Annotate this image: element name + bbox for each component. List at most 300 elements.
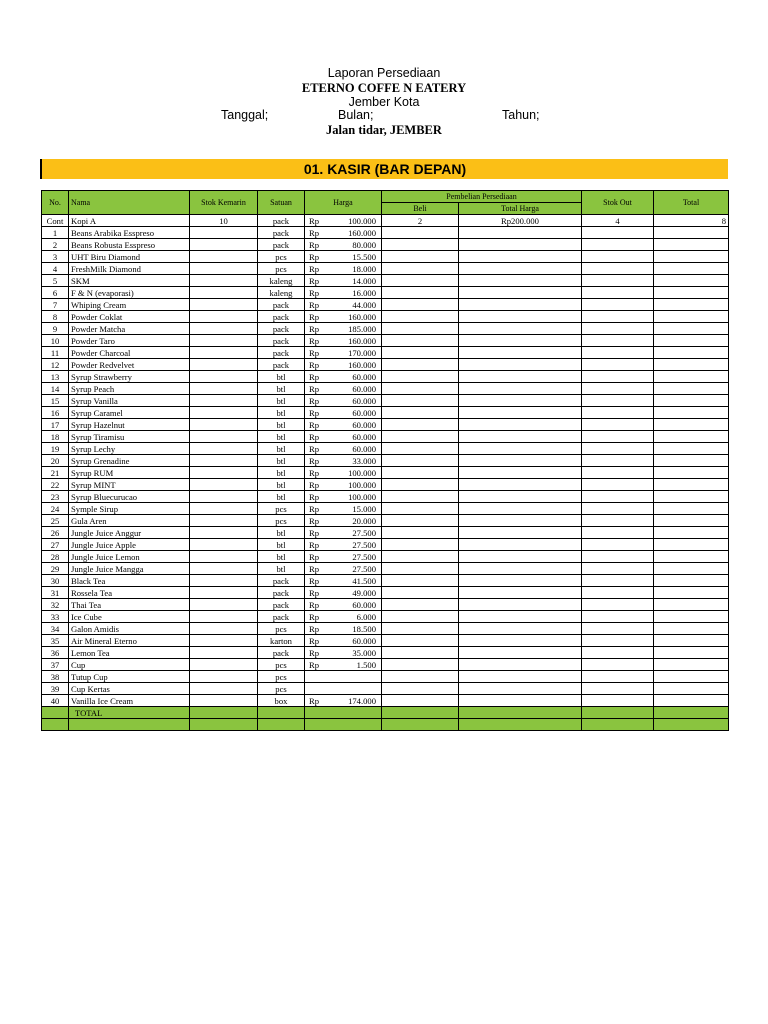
cell-nama: Syrup Hazelnut [69, 419, 190, 431]
cell-stok-out [582, 503, 654, 515]
cell-total-harga [459, 395, 582, 407]
cell-nama: Galon Amidis [69, 623, 190, 635]
cell-rp: Rp [305, 539, 325, 551]
cell-total-harga [459, 623, 582, 635]
header-no: No. [42, 191, 69, 215]
cell-rp: Rp [305, 419, 325, 431]
cell-total [654, 275, 729, 287]
cell-stok-out [582, 359, 654, 371]
cell-stok-kemarin [190, 395, 258, 407]
cell-nama: Beans Robusta Esspreso [69, 239, 190, 251]
cell-nama: Ice Cube [69, 611, 190, 623]
cell-beli [382, 551, 459, 563]
cell-no: 10 [42, 335, 69, 347]
cell-harga: 100.000 [325, 491, 382, 503]
cell-nama: SKM [69, 275, 190, 287]
date-label: Tanggal; [221, 108, 269, 122]
cell-beli [382, 395, 459, 407]
cell-harga: 60.000 [325, 635, 382, 647]
cell-total [654, 287, 729, 299]
cell-beli [382, 323, 459, 335]
cell-total-harga [459, 695, 582, 707]
cell-nama: Syrup Tiramisu [69, 431, 190, 443]
cell-no: 22 [42, 479, 69, 491]
cell-rp: Rp [305, 599, 325, 611]
table-row [42, 323, 729, 335]
cell-no: 25 [42, 515, 69, 527]
cell-stok-kemarin [190, 431, 258, 443]
cell-rp: Rp [305, 695, 325, 707]
cell-no: 20 [42, 455, 69, 467]
table-row [42, 395, 729, 407]
cell-total [654, 419, 729, 431]
cell-nama: Kopi A [69, 215, 190, 227]
cell-satuan: btl [258, 431, 305, 443]
cell-stok-kemarin [190, 383, 258, 395]
table-row [42, 695, 729, 707]
table-row [42, 287, 729, 299]
cell-satuan: pack [258, 599, 305, 611]
cell-rp: Rp [305, 575, 325, 587]
cell-total-harga [459, 551, 582, 563]
cell-stok-out [582, 251, 654, 263]
cell-stok-out [582, 515, 654, 527]
cell-harga: 60.000 [325, 371, 382, 383]
cell-harga: 80.000 [325, 239, 382, 251]
cell-stok-kemarin: 10 [190, 215, 258, 227]
cell-stok-out [582, 371, 654, 383]
cell-satuan: pack [258, 347, 305, 359]
cell-beli [382, 455, 459, 467]
table-row [42, 431, 729, 443]
cell-stok-out [582, 695, 654, 707]
table-row [42, 311, 729, 323]
cell-rp [305, 683, 325, 695]
cell-rp: Rp [305, 431, 325, 443]
cell-beli [382, 443, 459, 455]
cell-no: 27 [42, 539, 69, 551]
cell-total-harga [459, 599, 582, 611]
cell-harga: 33.000 [325, 455, 382, 467]
table-row [42, 503, 729, 515]
cell-beli [382, 263, 459, 275]
cell-rp: Rp [305, 299, 325, 311]
cell-no: 3 [42, 251, 69, 263]
cell-nama: Whiping Cream [69, 299, 190, 311]
cell-no: 31 [42, 587, 69, 599]
cell-no: 29 [42, 563, 69, 575]
cell-satuan: pcs [258, 503, 305, 515]
cell-stok-kemarin [190, 563, 258, 575]
cell-stok-kemarin [190, 347, 258, 359]
cell-beli [382, 635, 459, 647]
cell-no: 7 [42, 299, 69, 311]
cell-stok-out [582, 623, 654, 635]
cell-total [654, 671, 729, 683]
cell-total [654, 503, 729, 515]
cell-satuan: btl [258, 443, 305, 455]
cell-total: 8 [654, 215, 729, 227]
cell-harga: 60.000 [325, 431, 382, 443]
cell-no: 16 [42, 407, 69, 419]
cell-satuan: pcs [258, 659, 305, 671]
table-row [42, 467, 729, 479]
cell-no: 17 [42, 419, 69, 431]
table-row [42, 587, 729, 599]
cell-nama: Syrup Peach [69, 383, 190, 395]
cell-total-harga: Rp200.000 [459, 215, 582, 227]
cell-stok-kemarin [190, 635, 258, 647]
cell-satuan: pack [258, 311, 305, 323]
cell-beli [382, 611, 459, 623]
cell-total [654, 659, 729, 671]
cell-satuan: pack [258, 239, 305, 251]
table-row [42, 671, 729, 683]
cell-no: 35 [42, 635, 69, 647]
cell-nama: Cup Kertas [69, 683, 190, 695]
cell-rp: Rp [305, 623, 325, 635]
cell-total [654, 299, 729, 311]
year-label: Tahun; [502, 108, 540, 122]
cell-satuan: karton [258, 635, 305, 647]
cell-satuan: btl [258, 419, 305, 431]
cell-beli [382, 623, 459, 635]
table-row [42, 491, 729, 503]
city-name: Jember Kota [348, 95, 420, 109]
cell-total [654, 443, 729, 455]
cell-stok-kemarin [190, 623, 258, 635]
cell-satuan: btl [258, 539, 305, 551]
cell-rp: Rp [305, 455, 325, 467]
header-pembelian: Pembelian Persediaan [382, 191, 582, 203]
cell-stok-kemarin [190, 527, 258, 539]
cell-total [654, 647, 729, 659]
cell-nama: Jungle Juice Lemon [69, 551, 190, 563]
cell-no: 39 [42, 683, 69, 695]
cell-stok-kemarin [190, 335, 258, 347]
cell-stok-out [582, 647, 654, 659]
cell-rp: Rp [305, 635, 325, 647]
cell-stok-kemarin [190, 611, 258, 623]
cell-beli [382, 227, 459, 239]
cell-harga: 185.000 [325, 323, 382, 335]
cell-stok-kemarin [190, 239, 258, 251]
table-row [42, 359, 729, 371]
cell-satuan: pack [258, 227, 305, 239]
cell-no: 11 [42, 347, 69, 359]
cell-nama: Jungle Juice Apple [69, 539, 190, 551]
cell-harga: 41.500 [325, 575, 382, 587]
cell-rp: Rp [305, 335, 325, 347]
cell-harga: 160.000 [325, 227, 382, 239]
cell-harga: 14.000 [325, 275, 382, 287]
cell-nama: Syrup Vanilla [69, 395, 190, 407]
cell-rp: Rp [305, 359, 325, 371]
cell-nama: Beans Arabika Esspreso [69, 227, 190, 239]
cell-stok-kemarin [190, 683, 258, 695]
cell-total [654, 263, 729, 275]
cell-no: 18 [42, 431, 69, 443]
cell-stok-out [582, 335, 654, 347]
cell-stok-kemarin [190, 695, 258, 707]
cell-satuan: btl [258, 551, 305, 563]
table-row [42, 623, 729, 635]
company-name: ETERNO COFFE N EATERY [301, 81, 467, 95]
cell-total-harga [459, 503, 582, 515]
cell-rp: Rp [305, 275, 325, 287]
cell-no: 38 [42, 671, 69, 683]
cell-stok-out [582, 395, 654, 407]
cell-total-harga [459, 275, 582, 287]
cell-stok-out [582, 491, 654, 503]
cell-beli [382, 539, 459, 551]
cell-no: 1 [42, 227, 69, 239]
cell-stok-kemarin [190, 251, 258, 263]
cell-beli [382, 311, 459, 323]
cell-satuan: pack [258, 335, 305, 347]
cell-total [654, 431, 729, 443]
cell-no: 34 [42, 623, 69, 635]
cell-nama: Syrup MINT [69, 479, 190, 491]
cell-rp: Rp [305, 503, 325, 515]
cell-no: 19 [42, 443, 69, 455]
cell-nama: Syrup Grenadine [69, 455, 190, 467]
cell-no: 6 [42, 287, 69, 299]
cell-total-harga [459, 407, 582, 419]
cell-satuan: kaleng [258, 275, 305, 287]
cell-beli: 2 [382, 215, 459, 227]
cell-satuan: btl [258, 395, 305, 407]
cell-stok-kemarin [190, 647, 258, 659]
table-row [42, 647, 729, 659]
cell-satuan: btl [258, 371, 305, 383]
cell-beli [382, 287, 459, 299]
cell-total-harga [459, 359, 582, 371]
cell-nama: Black Tea [69, 575, 190, 587]
cell-total-harga [459, 443, 582, 455]
cell-no: 5 [42, 275, 69, 287]
header-harga: Harga [305, 191, 382, 215]
cell-harga [325, 671, 382, 683]
cell-harga: 60.000 [325, 407, 382, 419]
cell-no: 40 [42, 695, 69, 707]
cell-satuan: pack [258, 359, 305, 371]
cell-total-harga [459, 287, 582, 299]
cell-beli [382, 431, 459, 443]
cell-stok-out [582, 539, 654, 551]
cell-stok-out: 4 [582, 215, 654, 227]
table-row [42, 335, 729, 347]
cell-satuan: pack [258, 611, 305, 623]
cell-total-harga [459, 479, 582, 491]
cell-satuan: pcs [258, 251, 305, 263]
cell-stok-out [582, 275, 654, 287]
cell-total [654, 515, 729, 527]
cell-total [654, 575, 729, 587]
cell-stok-out [582, 467, 654, 479]
cell-total [654, 635, 729, 647]
cell-total-harga [459, 671, 582, 683]
cell-harga: 18.000 [325, 263, 382, 275]
cell-total-harga [459, 299, 582, 311]
cell-nama: Powder Taro [69, 335, 190, 347]
cell-stok-out [582, 227, 654, 239]
cell-rp: Rp [305, 311, 325, 323]
cell-stok-out [582, 683, 654, 695]
cell-stok-out [582, 587, 654, 599]
cell-beli [382, 659, 459, 671]
cell-total [654, 395, 729, 407]
cell-stok-kemarin [190, 419, 258, 431]
total-label: TOTAL [69, 707, 190, 719]
inventory-table [41, 190, 729, 731]
cell-harga: 160.000 [325, 311, 382, 323]
cell-rp: Rp [305, 647, 325, 659]
cell-total [654, 599, 729, 611]
header-nama: Nama [69, 191, 190, 215]
cell-satuan: pcs [258, 623, 305, 635]
table-row [42, 683, 729, 695]
table-row [42, 527, 729, 539]
cell-stok-kemarin [190, 311, 258, 323]
header-total: Total [654, 191, 729, 215]
cell-total-harga [459, 587, 582, 599]
cell-rp: Rp [305, 659, 325, 671]
cell-satuan: btl [258, 491, 305, 503]
cell-nama: Rossela Tea [69, 587, 190, 599]
cell-satuan: btl [258, 479, 305, 491]
cell-rp: Rp [305, 395, 325, 407]
address: Jalan tidar, JEMBER [326, 123, 442, 137]
header-total-harga: Total Harga [459, 203, 582, 215]
cell-rp: Rp [305, 227, 325, 239]
cell-stok-kemarin [190, 551, 258, 563]
cell-stok-out [582, 239, 654, 251]
cell-rp: Rp [305, 383, 325, 395]
cell-beli [382, 371, 459, 383]
cell-harga: 27.500 [325, 563, 382, 575]
cell-harga: 6.000 [325, 611, 382, 623]
cell-rp: Rp [305, 551, 325, 563]
cell-rp: Rp [305, 263, 325, 275]
cell-harga: 27.500 [325, 527, 382, 539]
table-row [42, 515, 729, 527]
cell-no: 14 [42, 383, 69, 395]
cell-beli [382, 491, 459, 503]
cell-total [654, 251, 729, 263]
cell-beli [382, 647, 459, 659]
cell-nama: FreshMilk Diamond [69, 263, 190, 275]
cell-stok-out [582, 671, 654, 683]
cell-nama: Syrup RUM [69, 467, 190, 479]
cell-harga: 100.000 [325, 215, 382, 227]
cell-stok-kemarin [190, 467, 258, 479]
cell-total [654, 527, 729, 539]
cell-harga: 60.000 [325, 395, 382, 407]
cell-satuan: kaleng [258, 287, 305, 299]
cell-rp: Rp [305, 407, 325, 419]
cell-beli [382, 575, 459, 587]
cell-harga: 60.000 [325, 383, 382, 395]
cell-nama: Jungle Juice Anggur [69, 527, 190, 539]
cell-nama: Syrup Caramel [69, 407, 190, 419]
cell-stok-out [582, 455, 654, 467]
table-row [42, 575, 729, 587]
cell-satuan: btl [258, 563, 305, 575]
cell-stok-out [582, 263, 654, 275]
cell-harga: 35.000 [325, 647, 382, 659]
cell-nama: Lemon Tea [69, 647, 190, 659]
cell-satuan: pcs [258, 683, 305, 695]
cell-total-harga [459, 371, 582, 383]
cell-stok-kemarin [190, 407, 258, 419]
cell-harga: 60.000 [325, 419, 382, 431]
cell-no: 13 [42, 371, 69, 383]
cell-satuan: btl [258, 455, 305, 467]
cell-total-harga [459, 659, 582, 671]
cell-satuan: btl [258, 527, 305, 539]
cell-rp: Rp [305, 563, 325, 575]
cell-rp: Rp [305, 287, 325, 299]
cell-stok-kemarin [190, 479, 258, 491]
table-row [42, 347, 729, 359]
cell-stok-out [582, 575, 654, 587]
cell-total [654, 539, 729, 551]
cell-stok-kemarin [190, 575, 258, 587]
header-stok-kemarin: Stok Kemarin [190, 191, 258, 215]
table-row [42, 371, 729, 383]
cell-total [654, 227, 729, 239]
cell-total [654, 683, 729, 695]
cell-stok-out [582, 527, 654, 539]
cell-stok-kemarin [190, 443, 258, 455]
cell-stok-kemarin [190, 299, 258, 311]
cell-stok-out [582, 419, 654, 431]
table-row [42, 611, 729, 623]
cell-stok-out [582, 299, 654, 311]
table-row [42, 239, 729, 251]
cell-total [654, 491, 729, 503]
cell-total [654, 623, 729, 635]
cell-stok-out [582, 443, 654, 455]
cell-stok-kemarin [190, 515, 258, 527]
header-beli: Beli [382, 203, 459, 215]
cell-stok-kemarin [190, 491, 258, 503]
table-body [42, 215, 729, 707]
cell-stok-out [582, 347, 654, 359]
total-row [42, 707, 729, 719]
header-stok-out: Stok Out [582, 191, 654, 215]
cell-nama: UHT Biru Diamond [69, 251, 190, 263]
cell-no: 23 [42, 491, 69, 503]
table-row [42, 419, 729, 431]
cell-satuan: pack [258, 587, 305, 599]
cell-nama: Symple Sirup [69, 503, 190, 515]
cell-no: 33 [42, 611, 69, 623]
cell-stok-out [582, 311, 654, 323]
cell-total [654, 239, 729, 251]
cell-total-harga [459, 647, 582, 659]
cell-beli [382, 467, 459, 479]
cell-total [654, 359, 729, 371]
cell-rp: Rp [305, 347, 325, 359]
cell-harga: 160.000 [325, 335, 382, 347]
cell-stok-kemarin [190, 587, 258, 599]
cell-rp: Rp [305, 479, 325, 491]
cell-rp: Rp [305, 611, 325, 623]
cell-no: 32 [42, 599, 69, 611]
cell-beli [382, 599, 459, 611]
